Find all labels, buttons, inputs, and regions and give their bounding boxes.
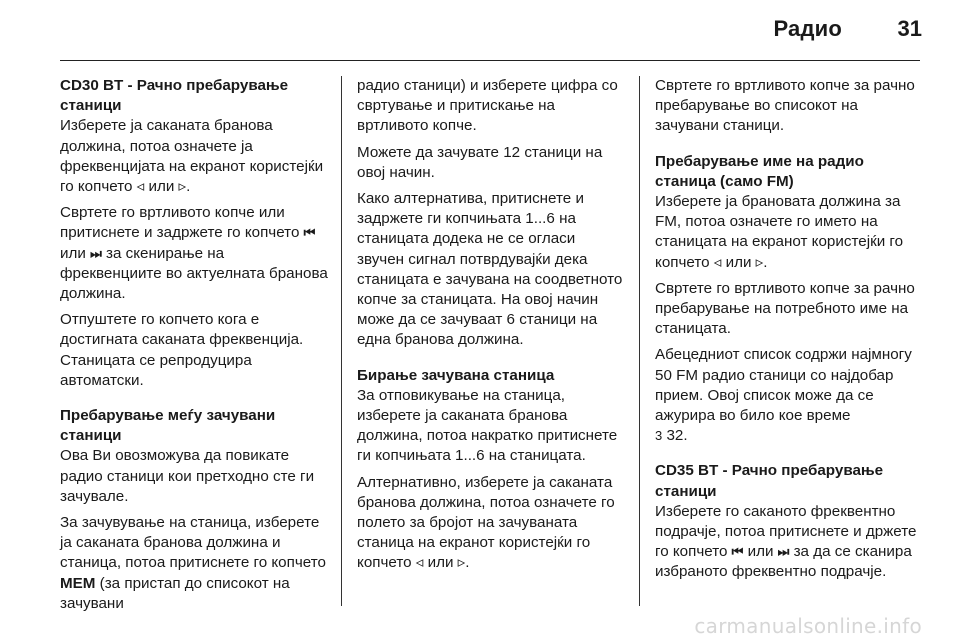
section-heading: Пребарување име на радио станица (само FM) (655, 152, 864, 190)
section-cd35-manual-tuning (655, 461, 923, 582)
paragraph: Свртете го вртливото копче за рачно пребарување на потребното име на станицата. (655, 279, 915, 338)
section-heading: CD35 BT - Рачно пребарување станици (655, 462, 884, 500)
watermark: carmanualsonline.info (694, 614, 922, 638)
seek-back-icon: ⏮ (303, 225, 316, 241)
page-reference: 32. (666, 427, 688, 445)
seek-back-icon: ⏮ (731, 544, 744, 560)
section-heading: CD30 BT - Рачно пребарување станици (60, 77, 289, 115)
paragraph: Свртете го вртливото копче или притиснете и задржете го копчето ⏮ или ⏭ за скенирање на фреквенциите во актуелната бранова должина. (60, 204, 328, 303)
paragraph: Свртете го вртливото копче за рачно пребарување во списокот на зачувани станици. (655, 77, 915, 135)
column-1 (60, 76, 328, 629)
page-header (0, 0, 960, 62)
seek-forward-icon: ⏭ (90, 245, 102, 261)
section-stored-stations-cont (357, 76, 625, 351)
paragraph: Изберете ја саканата бранова должина, потоа означете ја фреквенцијата на екранот користејќи го копчето ◃ или ▹. (60, 117, 324, 196)
section-cd30-manual-tuning (60, 76, 328, 391)
paragraph: Абецедниот список содржи најмногу 50 FM радио станици со најдобар прием. Овој список може да се ажурира во било кое време 3 32. (655, 346, 912, 445)
reference-arrow-icon: 3 (655, 428, 663, 444)
mem-button-label: MEM (60, 574, 96, 592)
column-2 (357, 76, 625, 589)
column-divider (341, 76, 342, 606)
section-heading: Пребарување меѓу зачувани станици (60, 407, 276, 445)
page-title: Радио (773, 16, 842, 41)
section-select-stored-station (357, 366, 625, 574)
seek-forward-icon: ⏭ (777, 544, 790, 560)
paragraph: Отпуштете го копчето кога е достигната саканата фреквенција. Станицата се репродуцира автоматски. (60, 311, 304, 389)
paragraph: радио станици) и изберете цифра со свртување и притискање на вртливото копче. (357, 77, 618, 135)
paragraph: Алтернативно, изберете ја саканата бранова должина, потоа означете го полето за бројот на зачуваната станица на екранот користејќи го копчето ◃ или ▹. (357, 473, 615, 572)
section-heading: Бирање зачувана станица (357, 366, 555, 384)
section-stored-stations (60, 406, 328, 614)
page-number: 31 (897, 16, 922, 41)
column-3 (655, 76, 923, 598)
section-stored-list-cont (655, 76, 923, 137)
paragraph: Како алтернатива, притиснете и задржете ги копчињата 1...6 на станицата додека не се огласи звучен сигнал потврдувајќи дека станицата е зачувана на соодветното копче за станицата. На овој начин може да се зачуваат 6 станици на една бранова должина. (357, 190, 623, 349)
paragraph: Изберете го саканото фреквентно подрачје, потоа притиснете и држете го копчето ⏮ или ⏭ за да се сканира избраното фреквентно подрачје. (655, 502, 917, 581)
paragraph: Можете да зачувате 12 станици на овој начин. (357, 143, 603, 181)
paragraph: За отповикување на станица, изберете ја саканата бранова должина, потоа накратко притиснете ги копчињата 1...6 на станицата. (357, 386, 618, 465)
paragraph: Ова Ви овозможува да повикате радио станици кои претходно сте ги зачувале. (60, 447, 315, 505)
section-station-name-search (655, 152, 923, 447)
paragraph: Изберете ја брановата должина за FM, потоа означете го името на станицата на екранот користејќи го копчето ◃ или ▹. (655, 193, 904, 271)
column-divider (639, 76, 640, 606)
paragraph: За зачувување на станица, изберете ја саканата бранова должина и станица, потоа притиснете го копчето MEM (за пристап до списокот на зачувани (60, 514, 326, 612)
header-rule (60, 60, 920, 61)
